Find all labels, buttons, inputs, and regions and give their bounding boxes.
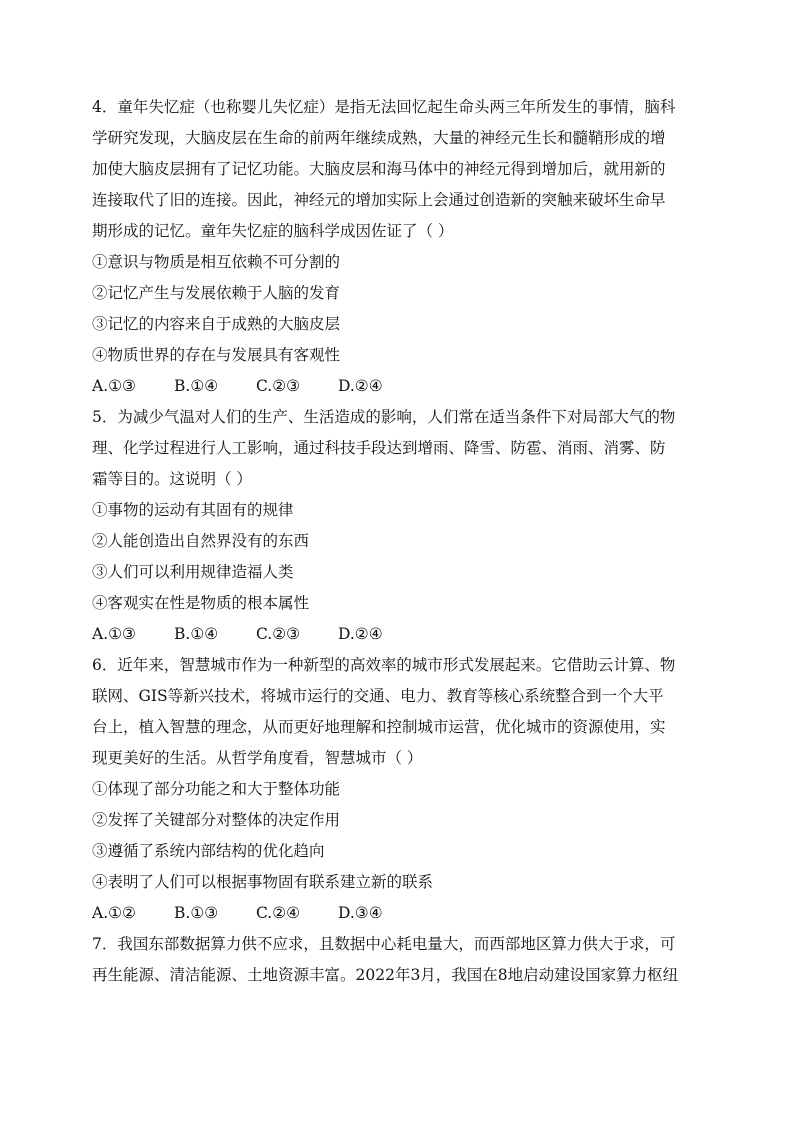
choice-d: D.②④ xyxy=(338,625,383,643)
question-stem-line: 连接取代了旧的连接。因此，神经元的增加实际上会通过创造新的突触来破坏生命早 xyxy=(92,191,666,209)
question-stem-line: 台上，植入智慧的理念，从而更好地理解和控制城市运营，优化城市的资源使用，实 xyxy=(92,718,666,736)
statement-4: ④物质世界的存在与发展具有客观性 xyxy=(92,346,341,364)
question-stem-line: 霜等目的。这说明（ ） xyxy=(92,470,252,488)
question-4 xyxy=(92,92,698,402)
question-stem-line: 再生能源、清洁能源、土地资源丰富。2022年3月，我国在8地启动建设国家算力枢纽 xyxy=(92,966,679,984)
question-5 xyxy=(92,402,698,650)
choice-d: D.②④ xyxy=(338,377,383,395)
question-stem-line: 理、化学过程进行人工影响，通过科技手段达到增雨、降雪、防雹、消雨、消雾、防 xyxy=(92,439,666,457)
statement-2: ②人能创造出自然界没有的东西 xyxy=(92,532,310,550)
question-stem-line: 6．近年来，智慧城市作为一种新型的高效率的城市形式发展起来。它借助云计算、物 xyxy=(92,656,676,674)
statement-2: ②记忆产生与发展依赖于人脑的发育 xyxy=(92,284,341,302)
answer-choices xyxy=(92,619,698,650)
question-stem-line: 4．童年失忆症（也称婴儿失忆症）是指无法回忆起生命头两三年所发生的事情，脑科 xyxy=(92,98,676,116)
answer-choices xyxy=(92,371,698,402)
choice-d: D.③④ xyxy=(338,904,383,922)
question-stem-line: 联网、GIS等新兴技术，将城市运行的交通、电力、教育等核心系统整合到一个大平 xyxy=(92,687,664,705)
choice-b: B.①④ xyxy=(174,377,219,395)
question-stem-line: 学研究发现，大脑皮层在生命的前两年继续成熟，大量的神经元生长和髓鞘形成的增 xyxy=(92,129,666,147)
statement-2: ②发挥了关键部分对整体的决定作用 xyxy=(92,811,341,829)
statement-1: ①体现了部分功能之和大于整体功能 xyxy=(92,780,341,798)
question-stem-line: 加使大脑皮层拥有了记忆功能。大脑皮层和海马体中的神经元得到增加后，就用新的 xyxy=(92,160,666,178)
statement-4: ④表明了人们可以根据事物固有联系建立新的联系 xyxy=(92,873,434,891)
statement-3: ③人们可以利用规律造福人类 xyxy=(92,563,294,581)
choice-c: C.②④ xyxy=(256,904,301,922)
question-stem-line: 期形成的记忆。童年失忆症的脑科学成因佐证了（ ） xyxy=(92,222,454,240)
exam-page xyxy=(92,92,698,991)
choice-c: C.②③ xyxy=(256,625,301,643)
question-stem-line: 5．为减少气温对人们的生产、生活造成的影响，人们常在适当条件下对局部大气的物 xyxy=(92,408,676,426)
choice-c: C.②③ xyxy=(256,377,301,395)
choice-b: B.①③ xyxy=(174,904,219,922)
statement-3: ③记忆的内容来自于成熟的大脑皮层 xyxy=(92,315,341,333)
question-6 xyxy=(92,650,698,929)
choice-a: A.①② xyxy=(92,904,136,922)
answer-choices xyxy=(92,898,698,929)
statement-1: ①意识与物质是相互依赖不可分割的 xyxy=(92,253,341,271)
question-stem-line: 现更美好的生活。从哲学角度看，智慧城市（ ） xyxy=(92,749,423,767)
statement-3: ③遵循了系统内部结构的优化趋向 xyxy=(92,842,325,860)
choice-b: B.①④ xyxy=(174,625,219,643)
choice-a: A.①③ xyxy=(92,377,136,395)
question-stem-line: 7．我国东部数据算力供不应求，且数据中心耗电量大，而西部地区算力供大于求，可 xyxy=(92,935,676,953)
statement-1: ①事物的运动有其固有的规律 xyxy=(92,501,294,519)
statement-4: ④客观实在性是物质的根本属性 xyxy=(92,594,310,612)
choice-a: A.①③ xyxy=(92,625,136,643)
question-7 xyxy=(92,929,698,991)
